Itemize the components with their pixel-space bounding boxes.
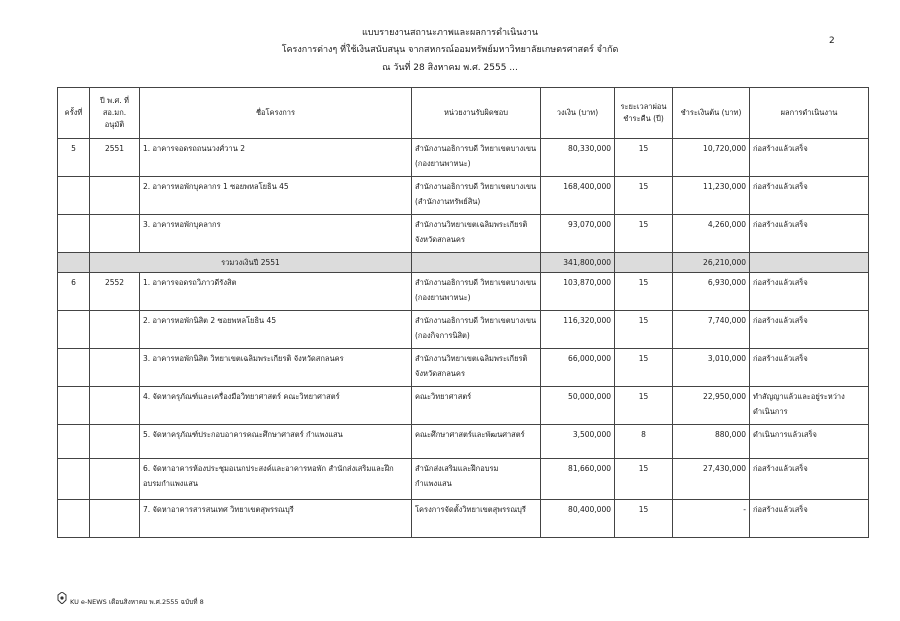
cell-amount: 3,500,000 (541, 425, 615, 459)
table-row (58, 139, 869, 177)
cell-result: ก่อสร้างแล้วเสร็จ (750, 177, 869, 215)
header-round: ครั้งที่ (58, 88, 90, 139)
cell-paid: 22,950,000 (673, 387, 750, 425)
ku-logo-icon (57, 592, 67, 604)
cell-agency: สำนักงานวิทยาเขตเฉลิมพระเกียรติ จังหวัดสกลนคร (412, 349, 541, 387)
footer-text: KU e-NEWS เดือนสิงหาคม พ.ศ.2555 ฉบับที่ 8 (70, 598, 204, 606)
header-paid: ชำระเงินต้น (บาท) (673, 88, 750, 139)
cell-period: 15 (615, 311, 673, 349)
cell-project: 1. อาคารจอดรถวิภาวดีรังสิต (140, 273, 412, 311)
cell-amount: 103,870,000 (541, 273, 615, 311)
cell-round (58, 387, 90, 425)
cell-result: ก่อสร้างแล้วเสร็จ (750, 311, 869, 349)
header-agency: หน่วยงานรับผิดชอบ (412, 88, 541, 139)
cell-period: 15 (615, 500, 673, 538)
cell-period: 15 (615, 139, 673, 177)
subtotal-result-empty (750, 253, 869, 273)
cell-round: 6 (58, 273, 90, 311)
table-row (58, 459, 869, 500)
cell-paid: 3,010,000 (673, 349, 750, 387)
cell-amount: 66,000,000 (541, 349, 615, 387)
cell-result: ก่อสร้างแล้วเสร็จ (750, 500, 869, 538)
cell-round (58, 215, 90, 253)
cell-year (90, 215, 140, 253)
header-period: ระยะเวลาผ่อนชำระคืน (ปี) (615, 88, 673, 139)
table-row (58, 500, 869, 538)
cell-period: 15 (615, 177, 673, 215)
cell-year: 2551 (90, 139, 140, 177)
cell-paid: 11,230,000 (673, 177, 750, 215)
cell-project: 7. จัดหาอาคารสารสนเทศ วิทยาเขตสุพรรณบุรี (140, 500, 412, 538)
cell-agency: สำนักงานอธิการบดี วิทยาเขตบางเขน (สำนักงานทรัพย์สิน) (412, 177, 541, 215)
cell-round (58, 177, 90, 215)
subtotal-row (58, 253, 869, 273)
cell-paid: 7,740,000 (673, 311, 750, 349)
cell-period: 15 (615, 273, 673, 311)
header-year: ปี พ.ศ. ที่ สอ.มก. อนุมัติ (90, 88, 140, 139)
cell-round (58, 311, 90, 349)
cell-period: 15 (615, 215, 673, 253)
cell-agency: สำนักงานวิทยาเขตเฉลิมพระเกียรติ จังหวัดสกลนคร (412, 215, 541, 253)
report-subtitle: โครงการต่างๆ ที่ใช้เงินสนับสนุน จากสหกรณ์ออมทรัพย์มหาวิทยาลัยเกษตรศาสตร์ จำกัด (281, 45, 619, 55)
cell-period: 15 (615, 387, 673, 425)
header-project: ชื่อโครงการ (140, 88, 412, 139)
cell-amount: 93,070,000 (541, 215, 615, 253)
table-row (58, 349, 869, 387)
cell-agency: คณะศึกษาศาสตร์และพัฒนศาสตร์ (412, 425, 541, 459)
table-row (58, 215, 869, 253)
header-result: ผลการดำเนินงาน (750, 88, 869, 139)
cell-project: 5. จัดหาครุภัณฑ์ประกอบอาคารคณะศึกษาศาสตร์ กำแพงแสน (140, 425, 412, 459)
cell-amount: 80,400,000 (541, 500, 615, 538)
cell-project: 2. อาคารหอพักนิสิต 2 ซอยพหลโยธิน 45 (140, 311, 412, 349)
cell-paid: 880,000 (673, 425, 750, 459)
cell-agency: สำนักส่งเสริมและฝึกอบรม กำแพงแสน (412, 459, 541, 500)
cell-round (58, 500, 90, 538)
cell-project: 3. อาคารหอพักนิสิต วิทยาเขตเฉลิมพระเกียรติ จังหวัดสกลนคร (140, 349, 412, 387)
cell-amount: 80,330,000 (541, 139, 615, 177)
cell-paid: 6,930,000 (673, 273, 750, 311)
cell-result: ก่อสร้างแล้วเสร็จ (750, 139, 869, 177)
cell-year (90, 500, 140, 538)
cell-amount: 116,320,000 (541, 311, 615, 349)
cell-agency: สำนักงานอธิการบดี วิทยาเขตบางเขน (กองกิจการนิสิต) (412, 311, 541, 349)
cell-project: 3. อาคารหอพักบุคลากร (140, 215, 412, 253)
cell-result: ก่อสร้างแล้วเสร็จ (750, 349, 869, 387)
cell-year: 2552 (90, 273, 140, 311)
subtotal-agency-empty (412, 253, 541, 273)
cell-amount: 81,660,000 (541, 459, 615, 500)
table-row (58, 311, 869, 349)
table-row (58, 177, 869, 215)
cell-year (90, 387, 140, 425)
cell-amount: 50,000,000 (541, 387, 615, 425)
cell-project: 6. จัดหาอาคารห้องประชุมอเนกประสงค์และอาคารหอพัก สำนักส่งเสริมและฝึกอบรมกำแพงแสน (140, 459, 412, 500)
cell-year (90, 425, 140, 459)
cell-result: ทำสัญญาแล้วและอยู่ระหว่างดำเนินการ (750, 387, 869, 425)
page-number: 2 (829, 36, 835, 46)
cell-year (90, 459, 140, 500)
table-header-row (58, 88, 869, 139)
cell-period: 15 (615, 459, 673, 500)
cell-agency: สำนักงานอธิการบดี วิทยาเขตบางเขน (กองยานพาหนะ) (412, 139, 541, 177)
cell-period: 8 (615, 425, 673, 459)
subtotal-period-empty (615, 253, 673, 273)
subtotal-label: รวมวงเงินปี 2551 (90, 253, 412, 273)
cell-paid: - (673, 500, 750, 538)
cell-project: 4. จัดหาครุภัณฑ์และเครื่องมือวิทยาศาสตร์ คณะวิทยาศาสตร์ (140, 387, 412, 425)
cell-period: 15 (615, 349, 673, 387)
cell-year (90, 349, 140, 387)
cell-paid: 4,260,000 (673, 215, 750, 253)
report-title: แบบรายงานสถานะภาพและผลการดำเนินงาน (361, 28, 539, 38)
subtotal-spacer (58, 253, 90, 273)
subtotal-paid: 26,210,000 (673, 253, 750, 273)
table-row (58, 273, 869, 311)
cell-agency: สำนักงานอธิการบดี วิทยาเขตบางเขน (กองยานพาหนะ) (412, 273, 541, 311)
cell-result: ก่อสร้างแล้วเสร็จ (750, 273, 869, 311)
cell-agency: คณะวิทยาศาสตร์ (412, 387, 541, 425)
cell-year (90, 311, 140, 349)
cell-project: 1. อาคารจอดรถถนนวงศ์วาน 2 (140, 139, 412, 177)
cell-round (58, 425, 90, 459)
cell-paid: 27,430,000 (673, 459, 750, 500)
cell-paid: 10,720,000 (673, 139, 750, 177)
report-date: ณ วันที่ 28 สิงหาคม พ.ศ. 2555 ... (382, 63, 518, 73)
subtotal-amount: 341,800,000 (541, 253, 615, 273)
cell-year (90, 177, 140, 215)
cell-result: ดำเนินการแล้วเสร็จ (750, 425, 869, 459)
cell-amount: 168,400,000 (541, 177, 615, 215)
cell-result: ก่อสร้างแล้วเสร็จ (750, 459, 869, 500)
table-row (58, 425, 869, 459)
cell-round (58, 349, 90, 387)
cell-round (58, 459, 90, 500)
cell-round: 5 (58, 139, 90, 177)
header-amount: วงเงิน (บาท) (541, 88, 615, 139)
cell-agency: โครงการจัดตั้งวิทยาเขตสุพรรณบุรี (412, 500, 541, 538)
cell-result: ก่อสร้างแล้วเสร็จ (750, 215, 869, 253)
project-report-table (57, 87, 869, 538)
cell-project: 2. อาคารหอพักบุคลากร 1 ซอยพหลโยธิน 45 (140, 177, 412, 215)
table-row (58, 387, 869, 425)
